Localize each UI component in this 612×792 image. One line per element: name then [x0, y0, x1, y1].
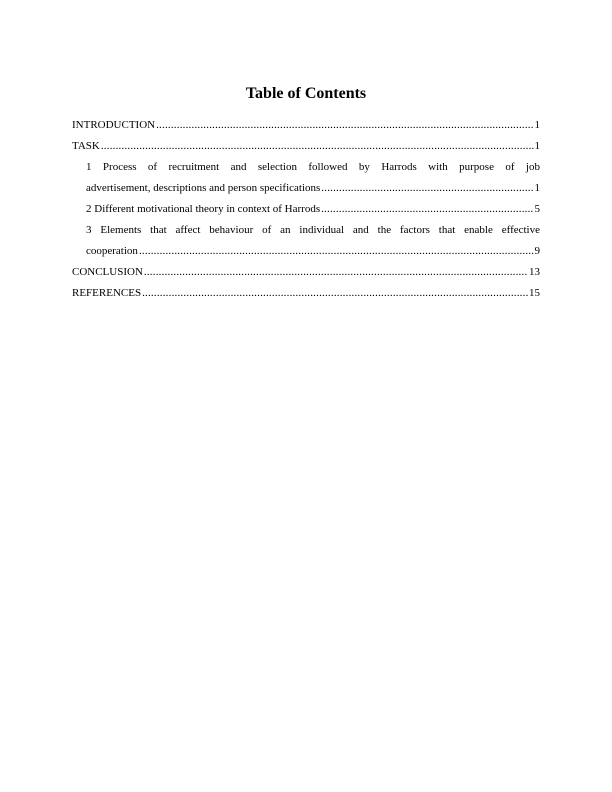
toc-entry-page: 1 — [534, 140, 540, 152]
dot-leader — [142, 283, 528, 304]
toc-entry-first-line: 1 Process of recruitment and selection followed by Harrods with purpose of job — [86, 161, 540, 173]
toc-entry-elements-behaviour[interactable] — [72, 220, 540, 262]
toc-entry-text: REFERENCES — [72, 287, 142, 299]
toc-entry-task[interactable] — [72, 136, 540, 157]
toc-entry-page: 15 — [529, 287, 540, 299]
dot-leader — [156, 115, 533, 136]
toc-entry-introduction[interactable] — [72, 115, 540, 136]
toc-entry-text: CONCLUSION — [72, 266, 143, 278]
toc-entry-recruitment[interactable] — [72, 157, 540, 199]
toc-entry-text: 2 Different motivational theory in context of Harrods — [86, 203, 321, 215]
toc-entry-text: INTRODUCTION — [72, 119, 156, 131]
dot-leader — [321, 199, 533, 220]
toc-entry-text: advertisement, descriptions and person specifications — [86, 182, 321, 194]
dot-leader — [144, 262, 528, 283]
toc-entry-motivational-theory[interactable] — [72, 199, 540, 220]
toc-entry-page: 13 — [529, 266, 540, 278]
toc-entry-conclusion[interactable] — [72, 262, 540, 283]
toc-entry-references[interactable] — [72, 283, 540, 304]
toc-entry-page: 1 — [534, 119, 540, 131]
dot-leader — [139, 241, 534, 262]
toc-entry-text: cooperation — [86, 245, 138, 257]
toc-entry-page: 5 — [534, 203, 540, 215]
toc-entry-page: 9 — [534, 245, 540, 257]
dot-leader — [321, 178, 533, 199]
toc-title: Table of Contents — [245, 85, 367, 102]
toc-entry-page: 1 — [534, 182, 540, 194]
table-of-contents — [72, 115, 540, 304]
toc-entry-text: TASK — [72, 140, 100, 152]
toc-entry-first-line: 3 Elements that affect behaviour of an individual and the factors that enable effective — [86, 224, 540, 236]
dot-leader — [101, 136, 534, 157]
